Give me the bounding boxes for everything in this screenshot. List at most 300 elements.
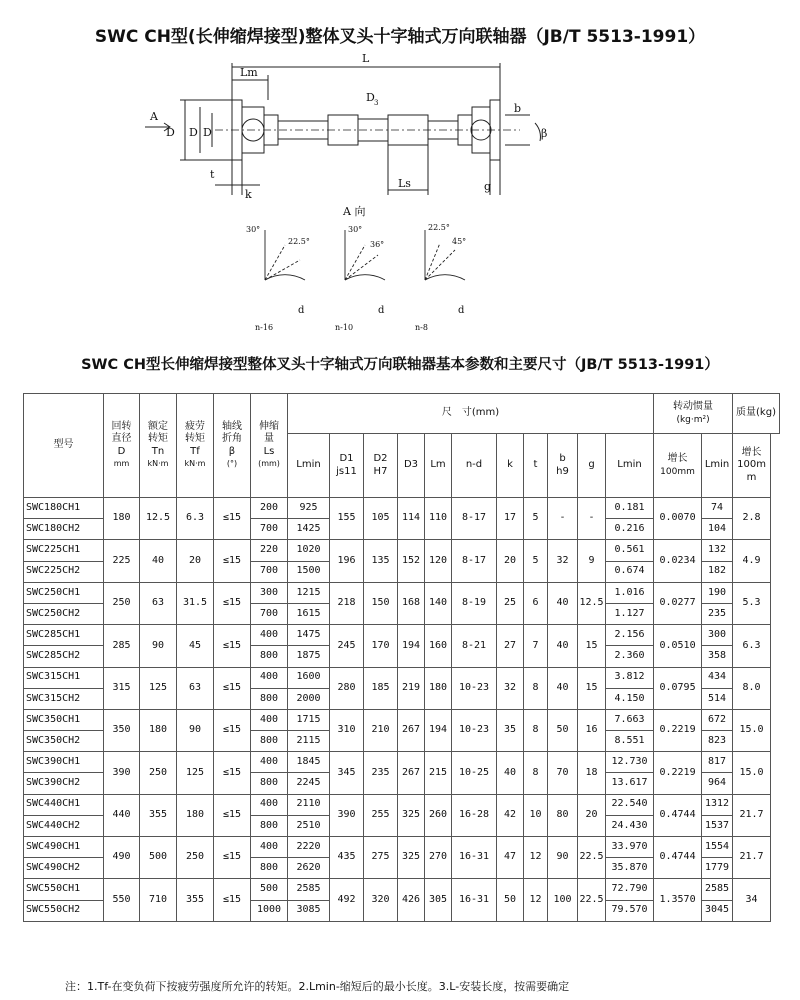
cell-D: 225: [104, 540, 140, 582]
cell-mass: 823: [702, 731, 733, 752]
cell-model: SWC315CH1: [24, 667, 104, 688]
cell-D1: 218: [330, 582, 364, 624]
cell-Lm: 110: [425, 498, 452, 540]
cell-inertia: 0.674: [606, 561, 654, 582]
cell-Lmin: 2585: [288, 879, 330, 900]
cell-g: 22.5: [578, 879, 606, 921]
dim-beta: β: [541, 127, 548, 140]
cell-beta: ≤15: [214, 794, 251, 836]
cell-nd: 16-31: [452, 837, 497, 879]
cell-Lmin: 2510: [288, 815, 330, 836]
cell-k: 35: [497, 709, 524, 751]
table-title: SWC CH型长伸缩焊接型整体叉头十字轴式万向联轴器基本参数和主要尺寸（JB/T 5513-1991）: [81, 357, 719, 373]
cell-beta: ≤15: [214, 879, 251, 921]
cell-mass: 1312: [702, 794, 733, 815]
cell-Lmin: 1845: [288, 752, 330, 773]
th-D2: D2 H7: [364, 434, 398, 498]
dim-b: b: [514, 102, 522, 115]
cell-D2: 150: [364, 582, 398, 624]
cell-inertia-inc: 1.3570: [654, 879, 702, 921]
cell-b: 90: [548, 837, 578, 879]
cell-Lmin: 2110: [288, 794, 330, 815]
cell-Tn: 250: [140, 752, 177, 794]
cell-Ls: 700: [251, 519, 288, 540]
dim-L: L: [362, 52, 370, 65]
spec-table-body: [24, 498, 780, 922]
cell-g: 12.5: [578, 582, 606, 624]
cell-D2: 255: [364, 794, 398, 836]
cell-inertia: 12.730: [606, 752, 654, 773]
cell-D2: 210: [364, 709, 398, 751]
th-mass-Lmin: Lmin: [702, 434, 733, 498]
cell-inertia: 8.551: [606, 731, 654, 752]
cell-D: 180: [104, 498, 140, 540]
cell-t: 8: [524, 667, 548, 709]
cell-mass-inc: 21.7: [733, 794, 771, 836]
dim-k: k: [245, 188, 252, 201]
cell-Tn: 710: [140, 879, 177, 921]
cell-Lm: 194: [425, 709, 452, 751]
cell-D1: 345: [330, 752, 364, 794]
cell-k: 47: [497, 837, 524, 879]
cell-D: 250: [104, 582, 140, 624]
cell-g: 15: [578, 667, 606, 709]
cell-mass-inc: 34: [733, 879, 771, 921]
cell-mass: 190: [702, 582, 733, 603]
view2-n: n-10: [335, 323, 354, 332]
cell-model: SWC315CH2: [24, 688, 104, 709]
dim-D1: D: [189, 126, 198, 139]
cell-mass: 1554: [702, 837, 733, 858]
cell-Tf: 31.5: [177, 582, 214, 624]
th-Ls: 伸缩 量 Ls (mm): [251, 394, 288, 498]
th-dims: 尺 寸(mm): [288, 394, 654, 434]
cell-beta: ≤15: [214, 667, 251, 709]
cell-model: SWC550CH1: [24, 879, 104, 900]
cell-Lmin: 1020: [288, 540, 330, 561]
cell-Tf: 355: [177, 879, 214, 921]
th-t: t: [524, 434, 548, 498]
cell-inertia: 35.870: [606, 858, 654, 879]
cell-b: -: [548, 498, 578, 540]
view3-d: d: [458, 305, 465, 316]
cell-mass: 1537: [702, 815, 733, 836]
cell-Tf: 63: [177, 667, 214, 709]
cell-Lm: 305: [425, 879, 452, 921]
cell-inertia: 2.360: [606, 646, 654, 667]
dim-Lm: Lm: [240, 66, 258, 79]
cell-b: 32: [548, 540, 578, 582]
table-row: [24, 794, 780, 815]
cell-Lm: 140: [425, 582, 452, 624]
cell-inertia: 1.127: [606, 603, 654, 624]
th-inertia: 转动惯量 (kg·m²): [654, 394, 733, 434]
cell-D1: 492: [330, 879, 364, 921]
cell-b: 40: [548, 667, 578, 709]
cell-D3: 267: [398, 752, 425, 794]
cell-nd: 8-21: [452, 625, 497, 667]
cell-t: 5: [524, 498, 548, 540]
cell-Ls: 220: [251, 540, 288, 561]
cell-D: 350: [104, 709, 140, 751]
cell-Tn: 12.5: [140, 498, 177, 540]
dim-Ls: Ls: [398, 177, 411, 190]
cell-Ls: 300: [251, 582, 288, 603]
cell-nd: 10-25: [452, 752, 497, 794]
cell-Tn: 40: [140, 540, 177, 582]
cell-mass: 2585: [702, 879, 733, 900]
cell-Lmin: 1615: [288, 603, 330, 624]
cell-mass-inc: 5.3: [733, 582, 771, 624]
cell-inertia: 1.016: [606, 582, 654, 603]
cell-Ls: 700: [251, 561, 288, 582]
th-mass: 质量(kg): [733, 394, 780, 434]
cell-mass: 964: [702, 773, 733, 794]
cell-Tn: 355: [140, 794, 177, 836]
cell-D2: 320: [364, 879, 398, 921]
th-D1: D1 js11: [330, 434, 364, 498]
cell-Lmin: 925: [288, 498, 330, 519]
th-mass-inc: 增长 100m m: [733, 434, 771, 498]
cell-nd: 10-23: [452, 667, 497, 709]
cell-Ls: 500: [251, 879, 288, 900]
cell-model: SWC550CH2: [24, 900, 104, 921]
table-row: [24, 837, 780, 858]
cell-model: SWC180CH2: [24, 519, 104, 540]
cell-g: 15: [578, 625, 606, 667]
cell-Ls: 400: [251, 709, 288, 730]
cell-Lm: 160: [425, 625, 452, 667]
cell-k: 17: [497, 498, 524, 540]
cell-Tf: 90: [177, 709, 214, 751]
cell-inertia-inc: 0.0277: [654, 582, 702, 624]
cell-D2: 235: [364, 752, 398, 794]
th-Lm: Lm: [425, 434, 452, 498]
cell-inertia-inc: 0.2219: [654, 752, 702, 794]
cell-nd: 8-17: [452, 498, 497, 540]
th-b: b h9: [548, 434, 578, 498]
cell-Tn: 63: [140, 582, 177, 624]
view1-angle2: 22.5°: [288, 237, 310, 246]
cell-mass: 672: [702, 709, 733, 730]
cell-inertia: 0.561: [606, 540, 654, 561]
cell-Lm: 260: [425, 794, 452, 836]
cell-t: 10: [524, 794, 548, 836]
cell-inertia: 2.156: [606, 625, 654, 646]
cell-beta: ≤15: [214, 498, 251, 540]
cell-b: 100: [548, 879, 578, 921]
cell-k: 40: [497, 752, 524, 794]
cell-g: 18: [578, 752, 606, 794]
cell-nd: 16-31: [452, 879, 497, 921]
cell-Lmin: 1215: [288, 582, 330, 603]
cell-nd: 16-28: [452, 794, 497, 836]
page-title: SWC CH型(长伸缩焊接型)整体叉头十字轴式万向联轴器（JB/T 5513-1991）: [94, 27, 706, 47]
view1-angle1: 30°: [246, 225, 261, 234]
cell-Lmin: 2245: [288, 773, 330, 794]
cell-Ls: 400: [251, 837, 288, 858]
table-row: [24, 582, 780, 603]
cell-D: 315: [104, 667, 140, 709]
cell-inertia: 4.150: [606, 688, 654, 709]
cell-model: SWC225CH1: [24, 540, 104, 561]
cell-inertia: 33.970: [606, 837, 654, 858]
cell-inertia-inc: 0.0795: [654, 667, 702, 709]
cell-D1: 310: [330, 709, 364, 751]
cell-g: 16: [578, 709, 606, 751]
cell-Lmin: 2620: [288, 858, 330, 879]
cell-Ls: 800: [251, 731, 288, 752]
cell-D2: 170: [364, 625, 398, 667]
view2-d: d: [378, 305, 385, 316]
cell-k: 42: [497, 794, 524, 836]
cell-Lmin: 1500: [288, 561, 330, 582]
cell-t: 6: [524, 582, 548, 624]
cell-Ls: 400: [251, 794, 288, 815]
cell-Tf: 45: [177, 625, 214, 667]
cell-D: 440: [104, 794, 140, 836]
cell-model: SWC250CH2: [24, 603, 104, 624]
cell-Lmin: 3085: [288, 900, 330, 921]
coupling-drawing: [0, 45, 800, 345]
cell-D1: 155: [330, 498, 364, 540]
cell-Ls: 800: [251, 688, 288, 709]
cell-model: SWC225CH2: [24, 561, 104, 582]
th-D3: D3: [398, 434, 425, 498]
cell-mass: 74: [702, 498, 733, 519]
cell-g: 20: [578, 794, 606, 836]
cell-k: 20: [497, 540, 524, 582]
cell-beta: ≤15: [214, 709, 251, 751]
cell-beta: ≤15: [214, 752, 251, 794]
cell-inertia: 24.430: [606, 815, 654, 836]
table-row: [24, 752, 780, 773]
cell-mass-inc: 2.8: [733, 498, 771, 540]
cell-inertia-inc: 0.0070: [654, 498, 702, 540]
cell-inertia-inc: 0.0510: [654, 625, 702, 667]
cell-mass-inc: 15.0: [733, 709, 771, 751]
cell-mass-inc: 8.0: [733, 667, 771, 709]
footnote: 注：1.Tf-在变负荷下按疲劳强度所允许的转矩。2.Lmin-缩短后的最小长度。3.L-安装长度，按需要确定: [65, 980, 570, 993]
cell-mass: 104: [702, 519, 733, 540]
cell-Lmin: 1475: [288, 625, 330, 646]
cell-inertia: 3.812: [606, 667, 654, 688]
cell-g: 9: [578, 540, 606, 582]
cell-D1: 390: [330, 794, 364, 836]
cell-model: SWC350CH1: [24, 709, 104, 730]
th-g: g: [578, 434, 606, 498]
cell-Lmin: 1425: [288, 519, 330, 540]
cell-model: SWC490CH1: [24, 837, 104, 858]
cell-g: -: [578, 498, 606, 540]
cell-beta: ≤15: [214, 582, 251, 624]
cell-D3: 194: [398, 625, 425, 667]
cell-k: 27: [497, 625, 524, 667]
cell-k: 50: [497, 879, 524, 921]
th-Tf: 疲劳 转矩 Tf kN·m: [177, 394, 214, 498]
cell-D1: 196: [330, 540, 364, 582]
th-beta: 轴线 折角 β (°): [214, 394, 251, 498]
cell-D3: 267: [398, 709, 425, 751]
cell-Tf: 20: [177, 540, 214, 582]
cell-beta: ≤15: [214, 540, 251, 582]
table-row: [24, 540, 780, 561]
cell-Ls: 400: [251, 667, 288, 688]
dim-D: D: [166, 126, 175, 139]
th-k: k: [497, 434, 524, 498]
table-row: [24, 498, 780, 519]
cell-D: 490: [104, 837, 140, 879]
table-row: [24, 879, 780, 900]
cell-Ls: 400: [251, 752, 288, 773]
cell-D2: 185: [364, 667, 398, 709]
cell-model: SWC285CH1: [24, 625, 104, 646]
cell-inertia: 0.216: [606, 519, 654, 540]
cell-Ls: 400: [251, 625, 288, 646]
cell-mass-inc: 6.3: [733, 625, 771, 667]
table-row: [24, 667, 780, 688]
cell-Tf: 180: [177, 794, 214, 836]
cell-beta: ≤15: [214, 625, 251, 667]
cell-D1: 435: [330, 837, 364, 879]
cell-t: 8: [524, 752, 548, 794]
cell-model: SWC285CH2: [24, 646, 104, 667]
cell-Lmin: 1875: [288, 646, 330, 667]
cell-model: SWC180CH1: [24, 498, 104, 519]
cell-Lmin: 1600: [288, 667, 330, 688]
cell-mass: 3045: [702, 900, 733, 921]
cell-nd: 8-19: [452, 582, 497, 624]
dim-t: t: [210, 168, 215, 181]
th-Tn: 额定 转矩 Tn kN·m: [140, 394, 177, 498]
cell-t: 12: [524, 879, 548, 921]
view1-n: n-16: [255, 323, 274, 332]
cell-b: 40: [548, 625, 578, 667]
cell-Tf: 250: [177, 837, 214, 879]
cell-beta: ≤15: [214, 837, 251, 879]
th-inertia-Lmin: Lmin: [606, 434, 654, 498]
view-arrow-A: A: [150, 110, 158, 123]
cell-t: 5: [524, 540, 548, 582]
cell-inertia: 72.790: [606, 879, 654, 900]
view3-angle2: 45°: [452, 237, 467, 246]
cell-Tn: 180: [140, 709, 177, 751]
cell-Ls: 700: [251, 603, 288, 624]
cell-mass-inc: 21.7: [733, 837, 771, 879]
cell-model: SWC390CH1: [24, 752, 104, 773]
view1-d: d: [298, 305, 305, 316]
cell-D3: 426: [398, 879, 425, 921]
dim-D2: D: [203, 126, 212, 139]
table-row: [24, 709, 780, 730]
cell-D3: 152: [398, 540, 425, 582]
cell-Lm: 180: [425, 667, 452, 709]
cell-D3: 325: [398, 837, 425, 879]
cell-inertia: 7.663: [606, 709, 654, 730]
view3-angle1: 22.5°: [428, 223, 450, 232]
cell-mass: 434: [702, 667, 733, 688]
cell-Lmin: 1715: [288, 709, 330, 730]
dim-D3: D: [366, 91, 375, 104]
cell-t: 8: [524, 709, 548, 751]
cell-k: 25: [497, 582, 524, 624]
cell-D: 390: [104, 752, 140, 794]
th-inertia-inc: 增长 100mm: [654, 434, 702, 498]
cell-D3: 114: [398, 498, 425, 540]
cell-mass: 182: [702, 561, 733, 582]
cell-model: SWC440CH2: [24, 815, 104, 836]
th-D: 回转 直径 D mm: [104, 394, 140, 498]
cell-b: 80: [548, 794, 578, 836]
cell-nd: 10-23: [452, 709, 497, 751]
cell-Lmin: 2115: [288, 731, 330, 752]
dim-D3-sub: 3: [374, 99, 379, 107]
cell-b: 40: [548, 582, 578, 624]
cell-D2: 275: [364, 837, 398, 879]
cell-Lmin: 2000: [288, 688, 330, 709]
cell-nd: 8-17: [452, 540, 497, 582]
dim-g: g: [484, 180, 492, 193]
cell-D2: 135: [364, 540, 398, 582]
cell-k: 32: [497, 667, 524, 709]
cell-Tn: 500: [140, 837, 177, 879]
cell-D3: 325: [398, 794, 425, 836]
cell-Lmin: 2220: [288, 837, 330, 858]
cell-inertia: 13.617: [606, 773, 654, 794]
spec-table: [23, 393, 780, 922]
cell-Lm: 215: [425, 752, 452, 794]
cell-inertia-inc: 0.0234: [654, 540, 702, 582]
cell-D2: 105: [364, 498, 398, 540]
view2-angle1: 30°: [348, 225, 363, 234]
cell-Tf: 6.3: [177, 498, 214, 540]
cell-model: SWC350CH2: [24, 731, 104, 752]
cell-mass: 1779: [702, 858, 733, 879]
cell-mass: 514: [702, 688, 733, 709]
cell-model: SWC250CH1: [24, 582, 104, 603]
cell-Ls: 800: [251, 646, 288, 667]
cell-mass: 132: [702, 540, 733, 561]
cell-D1: 245: [330, 625, 364, 667]
cell-mass: 817: [702, 752, 733, 773]
cell-D: 550: [104, 879, 140, 921]
cell-inertia: 22.540: [606, 794, 654, 815]
cell-Tn: 90: [140, 625, 177, 667]
cell-inertia-inc: 0.4744: [654, 794, 702, 836]
cell-Ls: 800: [251, 815, 288, 836]
cell-inertia: 0.181: [606, 498, 654, 519]
view3-n: n-8: [415, 323, 428, 332]
cell-Ls: 800: [251, 858, 288, 879]
cell-mass-inc: 15.0: [733, 752, 771, 794]
th-Lmin: Lmin: [288, 434, 330, 498]
cell-Ls: 800: [251, 773, 288, 794]
cell-g: 22.5: [578, 837, 606, 879]
cell-b: 70: [548, 752, 578, 794]
cell-Lm: 120: [425, 540, 452, 582]
cell-D: 285: [104, 625, 140, 667]
cell-Tf: 125: [177, 752, 214, 794]
table-row: [24, 625, 780, 646]
cell-inertia-inc: 0.2219: [654, 709, 702, 751]
cell-Lm: 270: [425, 837, 452, 879]
cell-b: 50: [548, 709, 578, 751]
cell-Ls: 1000: [251, 900, 288, 921]
cell-model: SWC440CH1: [24, 794, 104, 815]
cell-mass-inc: 4.9: [733, 540, 771, 582]
cell-D3: 219: [398, 667, 425, 709]
cell-model: SWC390CH2: [24, 773, 104, 794]
